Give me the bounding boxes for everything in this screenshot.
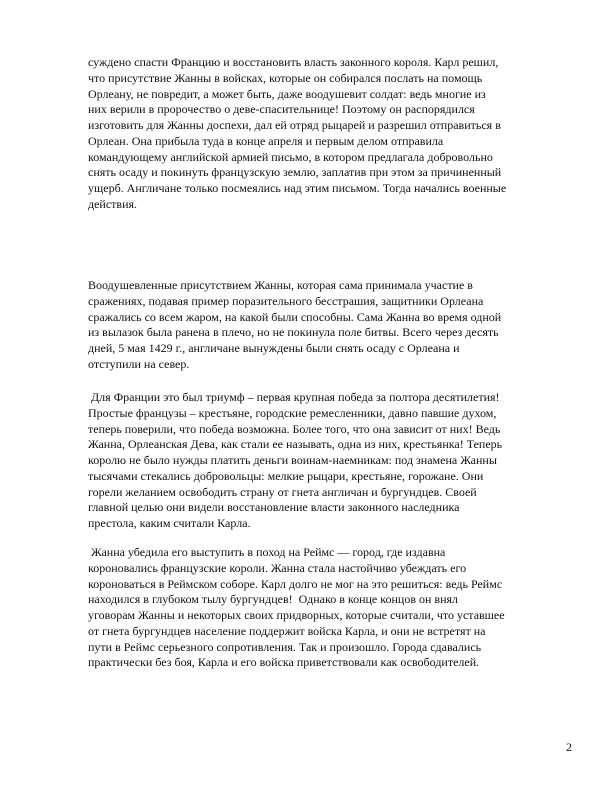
text-line: из вылазок была ранена в плечо, но не покинула поле битвы. Всего через десять [88, 325, 499, 340]
text-line: сражениях, подавая пример поразительного бесстрашия, защитники Орлеана [88, 293, 484, 308]
text-line: снять осаду и покинуть французскую землю, заплатив при этом за причиненный [88, 165, 502, 180]
text-line: дней, 5 мая 1429 г., англичане вынуждены были снять осаду с Орлеана и [88, 341, 460, 355]
text-line: суждено спасти Францию и восстановить власть законного короля. Карл решил, [88, 55, 499, 69]
text-line: горели желанием освободить страну от гнета англичан и бургундцев. Своей [88, 484, 477, 499]
text-line: них верили в пророчество о деве-спасительнице! Поэтому он распорядился [88, 102, 475, 117]
text-line: Орлеану, не повредит, а может быть, даже воодушевит солдат: ведь многие из [88, 86, 486, 101]
text-line: Простые французы – крестьяне, городские ремесленники, давно павшие духом, [88, 405, 497, 420]
page-number: 2 [566, 740, 572, 754]
paragraph-4 [88, 545, 570, 671]
text-line: что присутствие Жанны в войсках, которые он собирался послать на помощь [88, 70, 483, 85]
text-line: практически без боя, Карла и его войска приветствовали как освободителей. [88, 655, 480, 670]
text-line: Жанна убедила его выступить в поход на Реймс — город, где издавна [88, 545, 446, 559]
text-line: престола, каким считали Карла. [88, 516, 251, 530]
paragraph-3 [88, 390, 570, 532]
text-line: сражались со всем жаром, на какой были способны. Сама Жанна во время одной [88, 309, 502, 324]
text-line: командующему английской армией письмо, в котором предлагала добровольно [88, 149, 493, 164]
text-line: ущерб. Англичане только посмеялись над этим письмом. Тогда начались военные [88, 181, 507, 195]
text-line: короновались французские короли. Жанна стала настойчиво убеждать его [88, 560, 467, 575]
text-line: Орлеан. Она прибыла туда в конце апреля и первым делом отправила [88, 133, 444, 148]
text-line: пути в Реймс серьезного сопротивления. Так и произошло. Города сдавались [88, 639, 482, 654]
text-line: отступили на север. [88, 356, 190, 371]
text-line: теперь поверили, что победа возможна. Более того, что она зависит от них! Ведь [88, 421, 501, 436]
text-line: от гнета бургундцев население поддержит войска Карла, и они не встретят на [88, 623, 486, 638]
text-line: короноваться в Реймском соборе. Карл долго не мог на это решиться: ведь Реймс [88, 576, 503, 591]
text-line: главной целью они видели восстановление власти законного наследника [88, 500, 460, 515]
text-line: действия. [88, 196, 138, 211]
text-line: Для Франции это был триумф – первая крупная победа за полтора десятилетия! [88, 390, 500, 404]
text-line: тысячами стекались добровольцы: мелкие рыцари, крестьяне, горожане. Они [88, 468, 484, 483]
text-line: находился в глубоком тылу бургундцев! Однако в конце концов он внял [88, 592, 458, 607]
text-line: Воодушевленные присутствием Жанны, которая сама принимала участие в [88, 278, 473, 292]
text-line: королю не было нужды платить деньги воинам-наемникам: под знамена Жанны [88, 453, 497, 467]
text-line: изготовить для Жанны доспехи, дал ей отряд рыцарей и разрешил отправиться в [88, 118, 501, 132]
paragraph-2 [88, 278, 570, 373]
paragraph-1 [88, 55, 570, 213]
text-line: Жанна, Орлеанская Дева, как стали ее называть, одна из них, крестьянка! Теперь [88, 437, 503, 452]
text-line: уговорам Жанны и некоторых своих придворных, которые считали, что уставшее [88, 608, 505, 622]
